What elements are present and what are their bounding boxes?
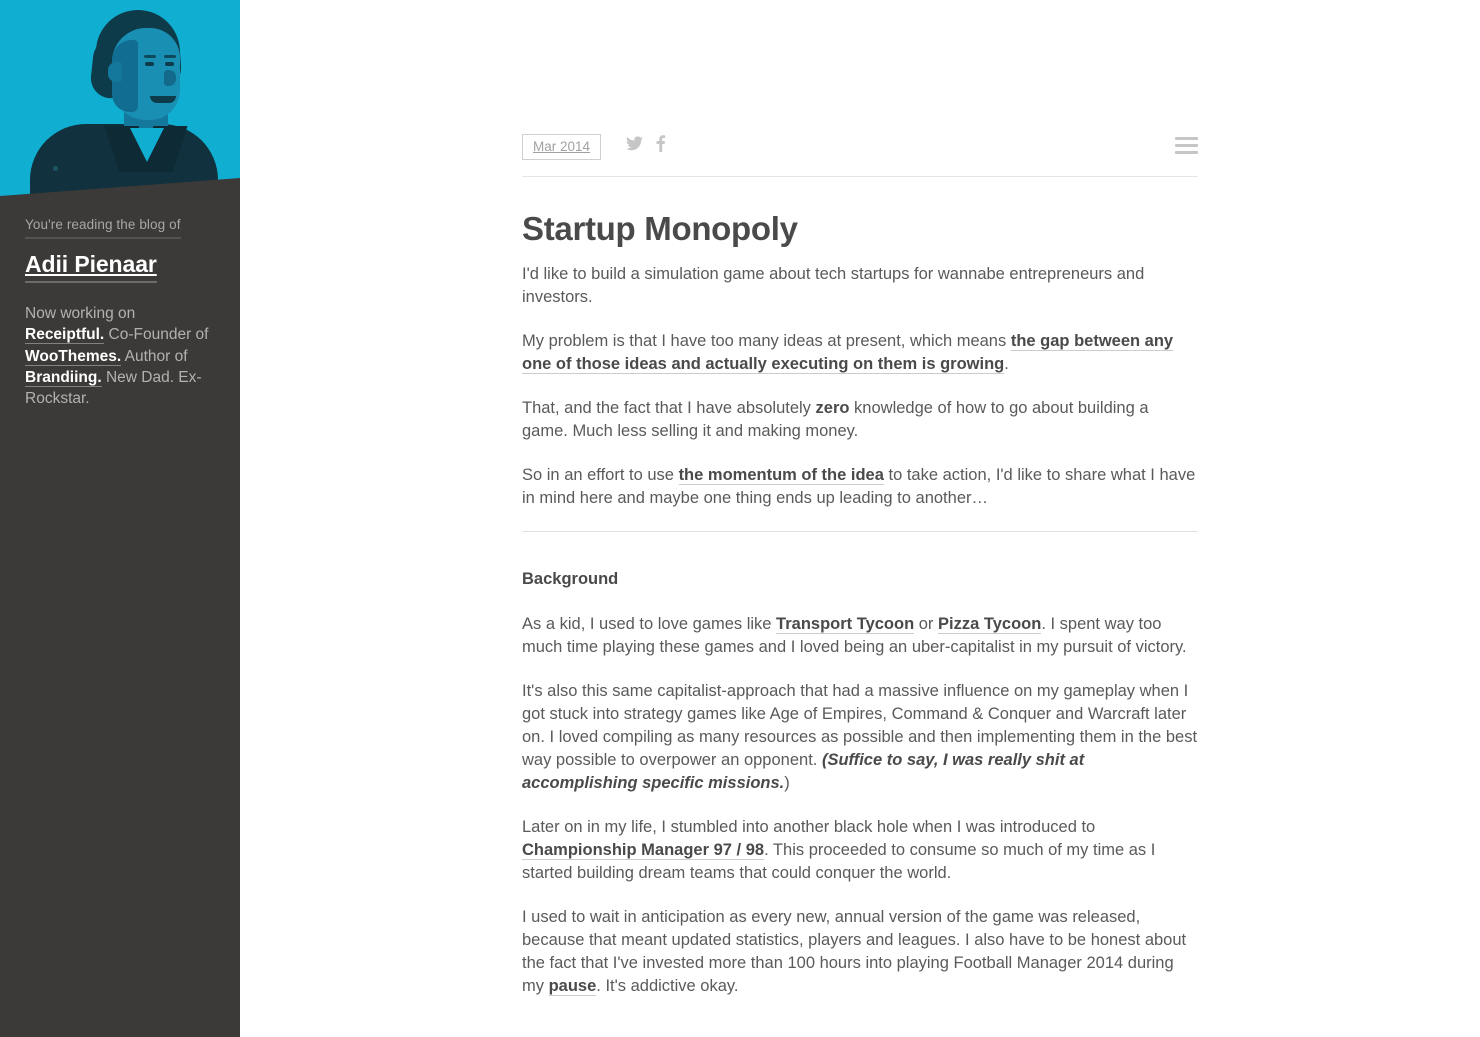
paragraph-intro-text: I'd like to build a simulation game about tech startups for wannabe entrepreneurs and investors. (522, 265, 1145, 306)
p3-text-a: That, and the fact that I have absolutely (522, 399, 816, 417)
avatar-brow-right (164, 55, 176, 58)
paragraph-football-manager (522, 906, 1198, 998)
header-divider (522, 176, 1198, 177)
p7-text-b: . This proceeded to consume so much of my time as I started building dream teams that could conquer the world. (522, 841, 1156, 882)
p4-text-a: So in an effort to use (522, 466, 679, 484)
social-links (626, 135, 666, 152)
p2-text-a: My problem is that I have too many ideas at present, which means (522, 332, 1011, 350)
p7-text-a: Later on in my life, I stumbled into another black hole when I was introduced to (522, 818, 1096, 836)
paragraph-strategy-games (522, 680, 1198, 795)
hamburger-menu-icon[interactable] (1175, 137, 1198, 154)
author-bio (25, 303, 215, 409)
post-date-badge[interactable]: Mar 2014 (522, 134, 601, 160)
p8-text-a: I used to wait in anticipation as every new, annual version of the game was released, because that meant updated statistics, players and leagues. I also have to be honest about the fact that I've invested more than 100 hours into playing Football Manager 2014 during my (522, 908, 1187, 995)
paragraph-intro (522, 263, 1198, 309)
p6-text-b: ) (784, 774, 790, 792)
hamburger-bar-2 (1175, 144, 1198, 147)
sidebar-content (0, 200, 240, 409)
p5-text-c: . I spent way too much time playing these games and I loved being an uber-capitalist in my pursuit of victory. (522, 615, 1187, 656)
avatar-eye-left (145, 62, 154, 66)
bio-link-brandiing[interactable]: Brandiing. (25, 368, 102, 386)
link-pizza-tycoon[interactable]: Pizza Tycoon (938, 615, 1042, 633)
paragraph-kid-games (522, 613, 1198, 659)
bio-text-d: New Dad. Ex-Rockstar. (25, 368, 202, 408)
avatar-mouth (150, 96, 176, 103)
avatar-brow-left (144, 55, 156, 58)
avatar-ear (108, 62, 122, 82)
link-momentum-of-the-idea[interactable]: the momentum of the idea (678, 466, 884, 484)
link-championship-manager[interactable]: Championship Manager 97 / 98 (522, 841, 765, 859)
hamburger-bar-3 (1175, 151, 1198, 154)
avatar (0, 0, 240, 200)
twitter-icon[interactable] (626, 136, 643, 151)
author-name-link[interactable]: Adii Pienaar (25, 250, 157, 283)
bio-link-woothemes[interactable]: WooThemes. (25, 347, 122, 365)
p4-text-b: to take action, I'd like to share what I have in mind here and maybe one thing ends up leading to another… (522, 466, 1196, 507)
bio-text-a: Now working on (25, 305, 136, 322)
avatar-eye-right (165, 62, 174, 66)
bio-text-c: Author of (121, 347, 188, 365)
section-heading-background: Background (522, 570, 619, 588)
link-gap-growing[interactable]: the gap between any one of those ideas and actually executing on them is growing (522, 332, 1174, 373)
paragraph-problem (522, 330, 1198, 376)
bio-text-b: Co-Founder of (104, 326, 209, 344)
p5-text-b: or (914, 615, 939, 633)
p6-aside-emphasis: (Suffice to say, I was really shit at accomplishing specific missions. (522, 751, 1085, 792)
paragraph-zero-knowledge (522, 397, 1198, 443)
link-transport-tycoon[interactable]: Transport Tycoon (776, 615, 915, 633)
page-title: Startup Monopoly (522, 210, 798, 247)
blog-kicker: You're reading the blog of (25, 216, 181, 239)
avatar-button (53, 166, 58, 171)
facebook-icon[interactable] (656, 135, 666, 152)
main-content (240, 0, 1480, 1037)
sidebar (0, 0, 240, 1037)
p8-text-b: . It's addictive okay. (596, 977, 739, 995)
post-meta-bar (522, 130, 1198, 176)
bio-link-receiptful[interactable]: Receiptful. (25, 326, 105, 344)
p5-text-a: As a kid, I used to love games like (522, 615, 777, 633)
p6-text-a: It's also this same capitalist-approach that had a massive influence on my gameplay when I got stuck into strategy games like Age of Empires, Command & Conquer and Warcraft later on. I loved compiling as many resources as possible and then implementing them in the best way possible to overpower an opponent. (522, 682, 1198, 769)
link-pause[interactable]: pause (548, 977, 597, 995)
p3-text-b: knowledge of how to go about building a game. Much less selling it and making money. (522, 399, 1149, 440)
section-divider (522, 531, 1198, 532)
article-column (522, 130, 1198, 1019)
paragraph-momentum (522, 464, 1198, 510)
p2-text-b: . (1004, 355, 1009, 373)
avatar-nose (164, 70, 176, 86)
hamburger-bar-1 (1175, 137, 1198, 140)
p3-emphasis-zero: zero (815, 399, 850, 417)
post-body (522, 263, 1198, 998)
paragraph-championship-manager (522, 816, 1198, 885)
